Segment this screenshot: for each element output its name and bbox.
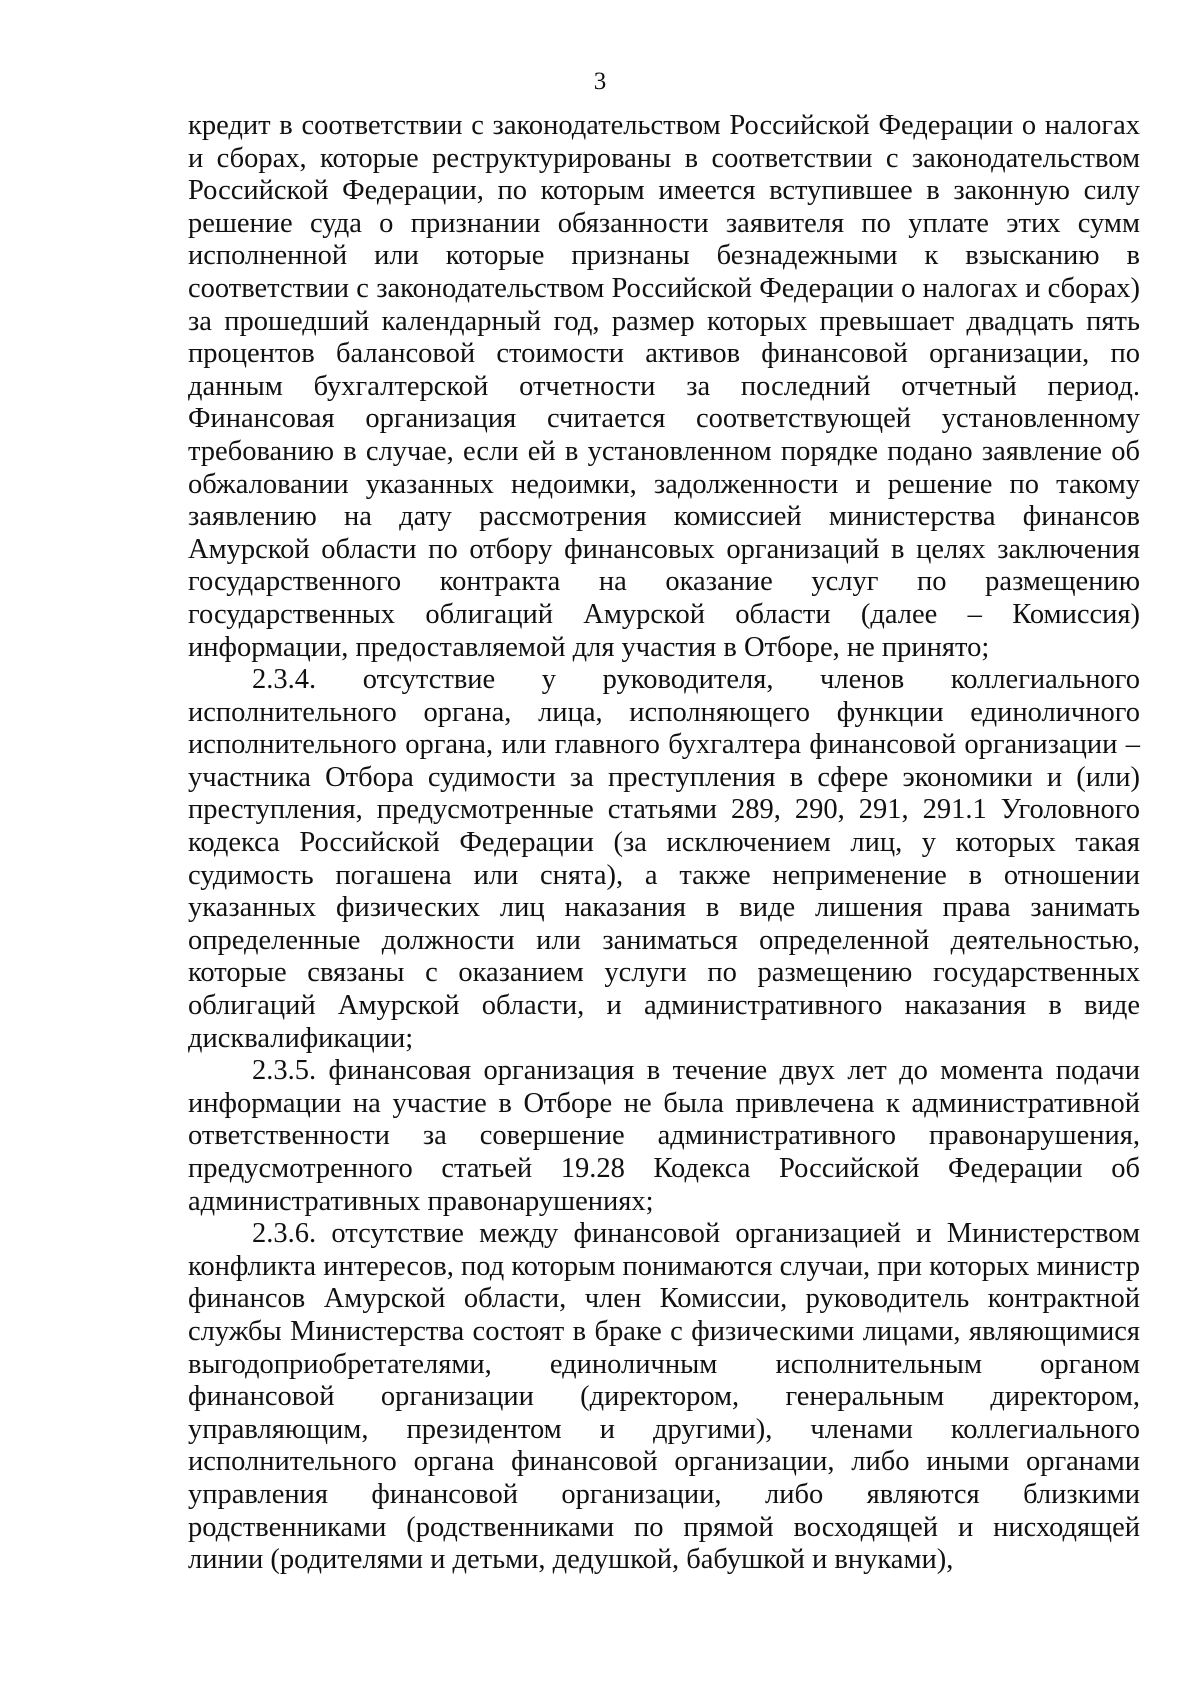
paragraph-2-3-5: 2.3.5. финансовая организация в течение двух лет до момента подачи информации на участие в Отборе не была привлечена к административной ответственности за совершение административного правонарушения, предусмотренного статьей 19.28 Кодекса Российской Федерации об административных правонарушениях; xyxy=(188,1055,1140,1217)
page-number: 3 xyxy=(593,68,607,95)
paragraph-continuation: кредит в соответствии с законодательством Российской Федерации о налогах и сборах, которые реструктурированы в соответствии с законодательством Российской Федерации, по которым имеется вступившее в законную силу решение суда о признании обязанности заявителя по уплате этих сумм исполненной или которые признаны безнадежными к взысканию в соответствии с законодательством Российской Федерации о налогах и сборах) за прошедший календарный год, размер которых превышает двадцать пять процентов балансовой стоимости активов финансовой организации, по данным бухгалтерской отчетности за последний отчетный период. Финансовая организация считается соответствующей установленному требованию в случае, если ей в установленном порядке подано заявление об обжаловании указанных недоимки, задолженности и решение по такому заявлению на дату рассмотрения комиссией министерства финансов Амурской области по отбору финансовых организаций в целях заключения государственного контракта на оказание услуг по размещению государственных облигаций Амурской области (далее – Комиссия) информации, предоставляемой для участия в Отборе, не принято; xyxy=(188,110,1140,663)
paragraph-2-3-4: 2.3.4. отсутствие у руководителя, членов коллегиального исполнительного органа, лица, исполняющего функции единоличного исполнительного органа, или главного бухгалтера финансовой организации – участника Отбора судимости за преступления в сфере экономики и (или) преступления, предусмотренные статьями 289, 290, 291, 291.1 Уголовного кодекса Российской Федерации (за исключением лиц, у которых такая судимость погашена или снята), а также неприменение в отношении указанных физических лиц наказания в виде лишения права занимать определенные должности или заниматься определенной деятельностью, которые связаны с оказанием услуги по размещению государственных облигаций Амурской области, и административного наказания в виде дисквалификации; xyxy=(188,664,1140,1054)
document-body xyxy=(188,110,1140,1577)
paragraph-2-3-6: 2.3.6. отсутствие между финансовой организацией и Министерством конфликта интересов, под которым понимаются случаи, при которых министр финансов Амурской области, член Комиссии, руководитель контрактной службы Министерства состоят в браке с физическими лицами, являющимися выгодоприобретателями, единоличным исполнительным органом финансовой организации (директором, генеральным директором, управляющим, президентом и другими), членами коллегиального исполнительного органа финансовой организации, либо иными органами управления финансовой организации, либо являются близкими родственниками (родственниками по прямой восходящей и нисходящей линии (родителями и детьми, дедушкой, бабушкой и внуками), xyxy=(188,1218,1140,1576)
